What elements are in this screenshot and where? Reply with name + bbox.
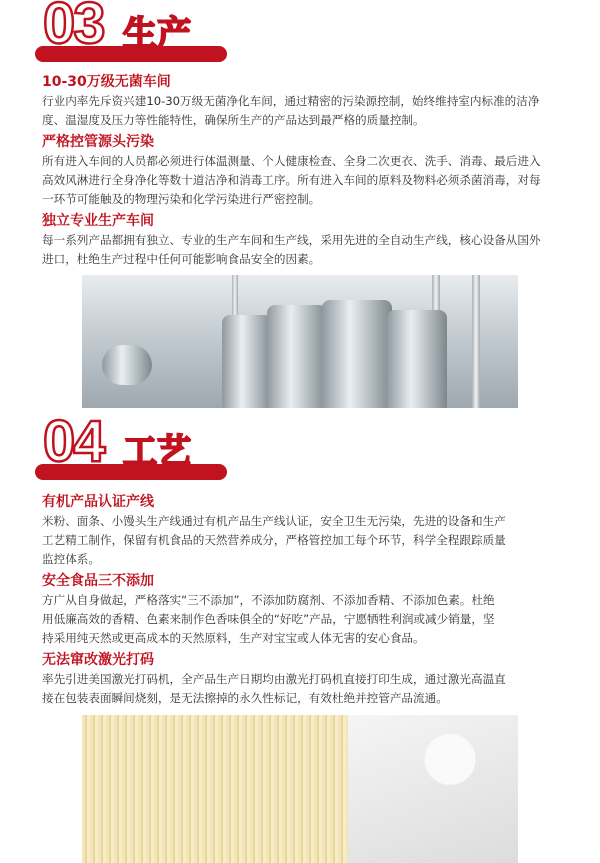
body-line: 用低廉高效的香精、色素来制作色香味俱全的“好吃”产品，宁愿牺牲利润或减少销量，坚 <box>42 612 495 626</box>
section-number: 03 <box>43 0 104 56</box>
section-04-content <box>42 490 582 708</box>
subsection-heading: 安全食品三不添加 <box>42 573 154 589</box>
body-line: 行业内率先斥资兴建10-30万级无菌净化车间，通过精密的污染源控制，始终维持室内标准的洁净 <box>42 94 540 108</box>
body-line: 监控体系。 <box>42 552 100 566</box>
section-header-04 <box>35 409 230 480</box>
body-line: 高效风淋进行全身净化等数十道洁净和消毒工序。所有进入车间的原料及物料必须杀菌消毒，对每 <box>42 173 541 187</box>
section-title: 生产 <box>123 14 191 54</box>
body-line: 持采用纯天然或更高成本的天然原料，生产对宝宝或人体无害的安心食品。 <box>42 631 425 645</box>
body-line: 所有进入车间的人员都必须进行体温测量、个人健康检查、全身二次更衣、洗手、消毒、最后进入 <box>42 154 541 168</box>
subsection-body <box>42 591 582 648</box>
worker-figure <box>348 715 518 863</box>
section-title: 工艺 <box>123 432 191 472</box>
subsection-heading: 有机产品认证产线 <box>42 494 154 510</box>
body-line: 一环节可能触及的物理污染和化学污染进行严密控制。 <box>42 192 321 206</box>
section-header-03 <box>35 0 230 62</box>
body-line: 度、温湿度及压力等性能特性，确保所生产的产品达到最严格的质量控制。 <box>42 113 425 127</box>
subsection-body <box>42 231 582 269</box>
subsection-heading: 无法窜改激光打码 <box>42 652 154 668</box>
subsection-heading: 10-30万级无菌车间 <box>42 74 171 90</box>
body-line: 方广从自身做起，严格落实“三不添加”，不添加防腐剂、不添加香精、不添加色素。杜绝 <box>42 593 495 607</box>
body-line: 进口，杜绝生产过程中任何可能影响食品安全的因素。 <box>42 252 321 266</box>
section-number: 04 <box>43 409 104 474</box>
subsection-body <box>42 92 582 130</box>
factory-photo <box>82 275 518 408</box>
noodle-production-photo <box>82 715 518 863</box>
body-line: 每一系列产品都拥有独立、专业的生产车间和生产线，采用先进的全自动生产线，核心设备从国外 <box>42 233 541 247</box>
body-line: 工艺精工制作，保留有机食品的天然营养成分，严格管控加工每个环节，科学全程跟踪质量 <box>42 533 506 547</box>
body-line: 率先引进美国激光打码机，全产品生产日期均由激光打码机直接打印生成，通过激光高温直 <box>42 672 506 686</box>
subsection-heading: 严格控管源头污染 <box>42 134 154 150</box>
subsection-body <box>42 152 582 209</box>
subsection-body <box>42 512 582 569</box>
subsection-heading: 独立专业生产车间 <box>42 213 154 229</box>
section-03-content <box>42 70 582 269</box>
body-line: 接在包装表面瞬间烧刻，是无法擦掉的永久性标记，有效杜绝并控管产品流通。 <box>42 691 448 705</box>
body-line: 米粉、面条、小馒头生产线通过有机产品生产线认证，安全卫生无污染，先进的设备和生产 <box>42 514 506 528</box>
subsection-body <box>42 670 582 708</box>
